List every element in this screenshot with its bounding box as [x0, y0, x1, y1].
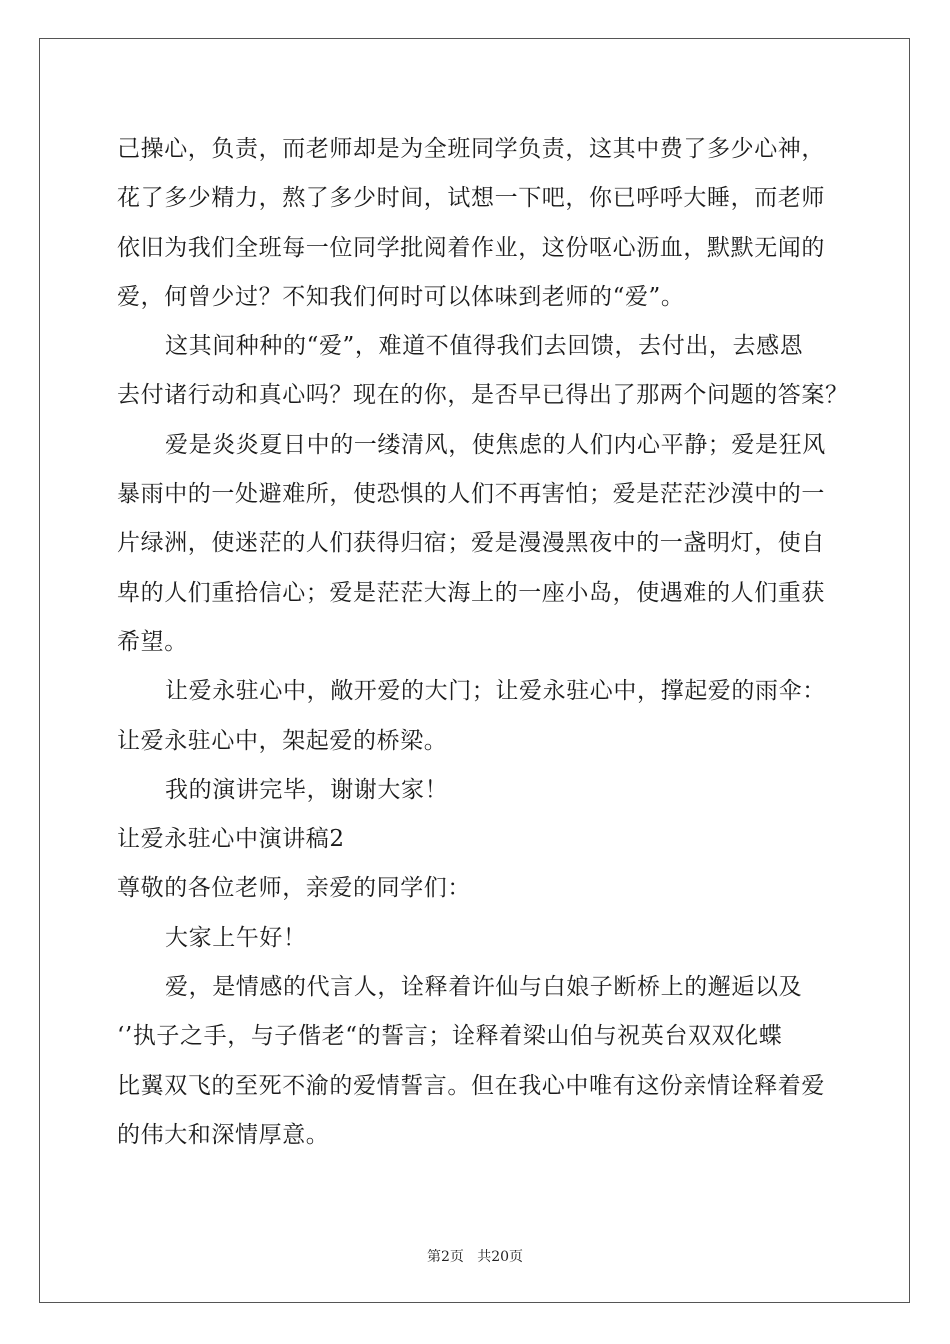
text-line: 比翼双飞的至死不渝的爱情誓言。但在我心中唯有这份亲情诠释着爱	[117, 1072, 825, 1099]
text-line: 花了多少精力，熬了多少时间，试想一下吧，你已呼呼大睡，而老师	[117, 185, 825, 212]
text-line: 暴雨中的一处避难所，使恐惧的人们不再害怕；爱是茫茫沙漠中的一	[117, 481, 825, 508]
text-line: 让爱永驻心中，敞开爱的大门；让爱永驻心中，撑起爱的雨伞：	[165, 678, 826, 705]
document-body	[117, 125, 849, 1160]
text-line: ‘’执子之手，与子偕老“的誓言；诠释着梁山伯与祝英台双双化蝶	[117, 1023, 783, 1050]
text-line: 让爱永驻心中，架起爱的桥梁。	[117, 727, 448, 754]
text-line: 尊敬的各位老师，亲爱的同学们：	[117, 875, 471, 902]
text-line: 爱，何曾少过？不知我们何时可以体味到老师的“爱”。	[117, 283, 685, 310]
page-footer: 第2页 共20页	[426, 1249, 524, 1265]
text-line: 片绿洲，使迷茫的人们获得归宿；爱是漫漫黑夜中的一盏明灯，使自	[117, 530, 825, 557]
text-line: 大家上午好！	[165, 924, 307, 951]
text-line: 我的演讲完毕，谢谢大家！	[165, 776, 449, 803]
text-line: 爱，是情感的代言人，诠释着许仙与白娘子断桥上的邂逅以及	[165, 974, 803, 1001]
text-line: 希望。	[117, 628, 188, 655]
text-line: 去付诸行动和真心吗？现在的你，是否早已得出了那两个问题的答案？	[117, 382, 849, 409]
text-line: 的伟大和深情厚意。	[117, 1121, 330, 1148]
text-line: 依旧为我们全班每一位同学批阅着作业，这份呕心沥血，默默无闻的	[117, 234, 825, 261]
text-line: 己操心，负责，而老师却是为全班同学负责，这其中费了多少心神，	[117, 136, 825, 162]
text-line: 爱是炎炎夏日中的一缕清风，使焦虑的人们内心平静；爱是狂风	[165, 431, 826, 458]
text-line: 卑的人们重拾信心；爱是茫茫大海上的一座小岛，使遇难的人们重获	[117, 579, 825, 606]
text-line: 这其间种种的“爱”，难道不值得我们去回馈，去付出，去感恩	[165, 333, 804, 360]
text-line: 让爱永驻心中演讲稿2	[117, 826, 345, 853]
